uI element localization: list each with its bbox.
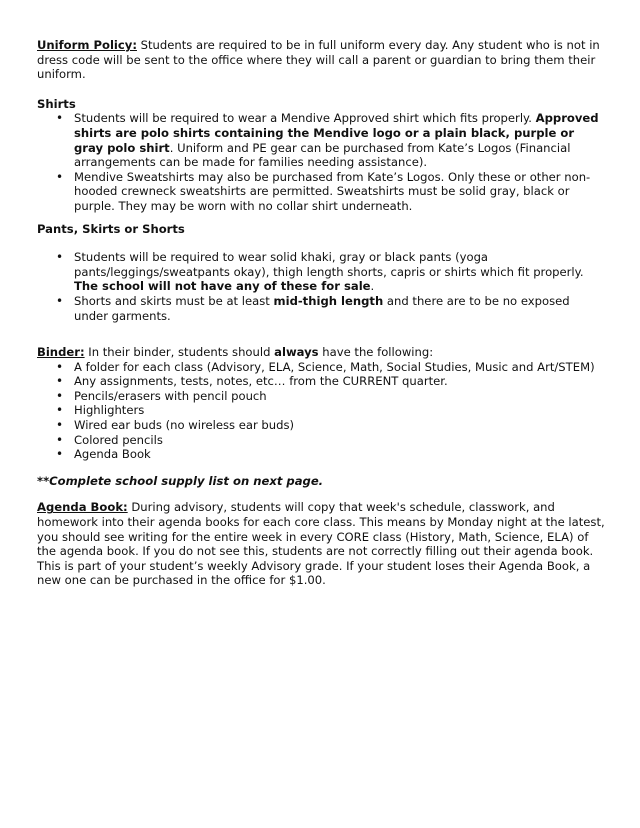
binder-intro-bold: always — [274, 345, 319, 360]
shirts-heading: Shirts — [37, 96, 76, 111]
pants-item-length-text: Shorts and skirts must be at least — [74, 293, 274, 308]
shirts-item-approved — [74, 111, 607, 169]
pants-item-length-text-end: and there are to be no exposed under garments. — [74, 293, 570, 323]
document-page — [37, 38, 607, 588]
binder-list — [37, 360, 607, 462]
binder-intro-text: In their binder, students should — [84, 345, 275, 360]
agenda-book-heading: Agenda Book: — [37, 500, 128, 515]
binder-heading: Binder: — [37, 345, 85, 360]
binder-item: • Pencils/erasers with pencil pouch — [74, 389, 607, 404]
supply-list-note: **Complete school supply list on next page. — [37, 473, 324, 488]
pants-item-solid-text: Students will be required to wear solid khaki, gray or black pants (yoga pants/leggings/sweatpants okay), thigh length shorts, capris or shirts which fit properly. — [74, 250, 584, 279]
pants-item-length — [74, 294, 607, 323]
binder-intro-text-end: have the following: — [318, 345, 434, 360]
uniform-policy-heading: Uniform Policy: — [37, 38, 137, 52]
uniform-policy-paragraph — [37, 38, 607, 82]
pants-heading: Pants, Skirts or Shorts — [37, 221, 185, 236]
agenda-book-paragraph — [37, 500, 607, 588]
pants-item-solid-text-end: . — [370, 279, 375, 294]
binder-item: • A folder for each class (Advisory, ELA, Science, Math, Social Studies, Music and Art/STEM) — [74, 360, 607, 375]
pants-item-solid-bold: The school will not have any of these for sale — [74, 279, 371, 294]
binder-item: • Any assignments, tests, notes, etc… from the CURRENT quarter. — [74, 374, 607, 389]
shirts-item-sweatshirts: • Mendive Sweatshirts may also be purchased from Kate’s Logos. Only these or other non-hooded crewneck sweatshirts are permitted. Sweatshirts must be solid gray, black or purple. They may be worn with no collar shirt underneath. — [74, 170, 607, 214]
shirts-list — [37, 111, 607, 213]
pants-item-solid — [74, 250, 607, 294]
agenda-book-text: During advisory, students will copy that week's schedule, classwork, and homework into their agenda books for each core class. This means by Monday night at the latest, you should see writing for the entire week in every CORE class (History, Math, Science, ELA) of the agenda book. If you do not see this, students are not correctly filling out their agenda book. This is part of your student’s weekly Advisory grade. If your student loses their Agenda Book, a new one can be purchased in the office for $1.00. — [37, 500, 605, 588]
binder-item: • Wired ear buds (no wireless ear buds) — [74, 418, 607, 433]
uniform-policy-text: Students are required to be in full uniform every day. Any student who is not in dress code will be sent to the office where they will call a parent or guardian to bring them their uniform. — [37, 38, 600, 82]
shirts-item-approved-bold: Approved shirts are polo shirts containing the Mendive logo or a plain black, purple or gray polo shirt — [74, 111, 599, 155]
binder-item: • Agenda Book — [74, 447, 607, 462]
binder-item: • Highlighters — [74, 403, 607, 418]
shirts-item-approved-text-end: . Uniform and PE gear can be purchased from Kate’s Logos (Financial arrangements can be made for families needing assistance). — [74, 140, 571, 170]
binder-item: • Colored pencils — [74, 433, 607, 448]
pants-item-length-bold: mid-thigh length — [273, 293, 384, 308]
binder-intro — [37, 345, 607, 360]
pants-list — [37, 250, 607, 323]
shirts-item-approved-text: Students will be required to wear a Mendive Approved shirt which fits properly. — [74, 111, 536, 126]
